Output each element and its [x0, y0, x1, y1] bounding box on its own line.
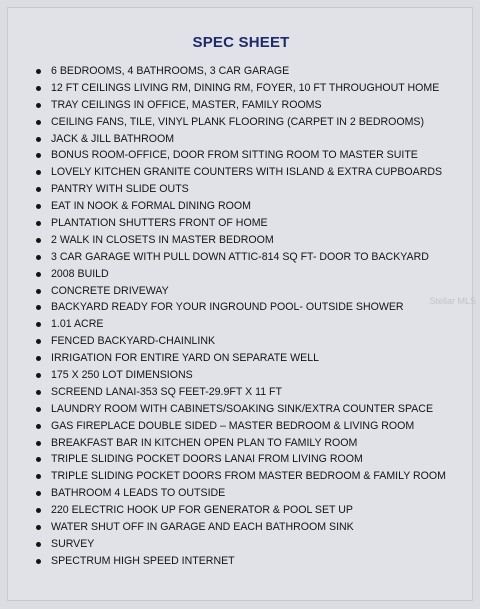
bullet-icon: [36, 305, 41, 310]
list-item-text: GAS FIREPLACE DOUBLE SIDED – MASTER BEDROOM & LIVING ROOM: [51, 419, 415, 432]
list-item: [36, 283, 446, 300]
bullet-icon: [36, 272, 41, 277]
bullet-icon: [36, 542, 41, 547]
list-item-text: 175 X 250 LOT DIMENSIONS: [51, 369, 193, 382]
bullet-icon: [36, 373, 41, 378]
list-item: [36, 114, 446, 131]
spec-list: [36, 63, 446, 570]
list-item: [36, 418, 446, 435]
bullet-icon: [36, 255, 41, 260]
list-item-text: CONCRETE DRIVEWAY: [51, 284, 169, 297]
list-item-text: SURVEY: [51, 537, 95, 550]
list-item: [36, 181, 446, 198]
page-title: SPEC SHEET: [192, 34, 290, 51]
list-item-text: LOVELY KITCHEN GRANITE COUNTERS WITH ISLAND & EXTRA CUPBOARDS: [51, 166, 443, 179]
bullet-icon: [36, 86, 41, 91]
bullet-icon: [36, 238, 41, 243]
spec-sheet: [7, 7, 473, 601]
bullet-icon: [36, 289, 41, 294]
list-item: [36, 164, 446, 181]
list-item: [36, 266, 446, 283]
bullet-icon: [36, 153, 41, 158]
list-item: [36, 232, 446, 249]
list-item: [36, 215, 446, 232]
bullet-icon: [36, 474, 41, 479]
list-item-text: JACK & JILL BATHROOM: [51, 132, 175, 145]
list-item: [36, 198, 446, 215]
list-item-text: 1.01 ACRE: [51, 318, 104, 331]
list-item: [36, 350, 446, 367]
list-item-text: IRRIGATION FOR ENTIRE YARD ON SEPARATE WELL: [51, 352, 320, 365]
list-item-text: WATER SHUT OFF IN GARAGE AND EACH BATHROOM SINK: [51, 521, 354, 534]
list-item-text: 12 FT CEILINGS LIVING RM, DINING RM, FOYER, 10 FT THROUGHOUT HOME: [51, 81, 440, 94]
bullet-icon: [36, 441, 41, 446]
list-item-text: TRIPLE SLIDING POCKET DOORS LANAI FROM LIVING ROOM: [51, 453, 363, 466]
list-item-text: BACKYARD READY FOR YOUR INGROUND POOL- OUTSIDE SHOWER: [51, 301, 404, 314]
bullet-icon: [36, 339, 41, 344]
bullet-icon: [36, 69, 41, 74]
list-item-text: PANTRY WITH SLIDE OUTS: [51, 183, 189, 196]
bullet-icon: [36, 322, 41, 327]
list-item: [36, 485, 446, 502]
list-item: [36, 97, 446, 114]
list-item-text: EAT IN NOOK & FORMAL DINING ROOM: [51, 200, 251, 213]
list-item: [36, 553, 446, 570]
bullet-icon: [36, 407, 41, 412]
list-item-text: 2 WALK IN CLOSETS IN MASTER BEDROOM: [51, 233, 274, 246]
list-item: [36, 316, 446, 333]
list-item-text: 6 BEDROOMS, 4 BATHROOMS, 3 CAR GARAGE: [51, 65, 290, 77]
list-item: [36, 401, 446, 418]
list-item-text: TRAY CEILINGS IN OFFICE, MASTER, FAMILY ROOMS: [51, 98, 322, 111]
list-item-text: BONUS ROOM-OFFICE, DOOR FROM SITTING ROOM TO MASTER SUITE: [51, 149, 418, 162]
list-item-text: BATHROOM 4 LEADS TO OUTSIDE: [51, 487, 226, 500]
list-item: [36, 147, 446, 164]
bullet-icon: [36, 457, 41, 462]
bullet-icon: [36, 187, 41, 192]
list-item: [36, 367, 446, 384]
watermark: Stellar MLS: [429, 296, 476, 306]
bullet-icon: [36, 508, 41, 513]
list-item-text: CEILING FANS, TILE, VINYL PLANK FLOORING (CARPET IN 2 BEDROOMS): [51, 115, 425, 128]
list-item: [36, 435, 446, 452]
bullet-icon: [36, 221, 41, 226]
list-item-text: FENCED BACKYARD-CHAINLINK: [51, 335, 216, 348]
list-item: [36, 468, 446, 485]
list-item: [36, 333, 446, 350]
list-item-text: LAUNDRY ROOM WITH CABINETS/SOAKING SINK/EXTRA COUNTER SPACE: [51, 402, 434, 415]
bullet-icon: [36, 120, 41, 125]
list-item: [36, 249, 446, 266]
list-item-text: BREAKFAST BAR IN KITCHEN OPEN PLAN TO FAMILY ROOM: [51, 436, 358, 449]
list-item: [36, 502, 446, 519]
list-item-text: 220 ELECTRIC HOOK UP FOR GENERATOR & POOL SET UP: [51, 504, 353, 517]
list-item: [36, 299, 446, 316]
list-item: [36, 451, 446, 468]
list-item: [36, 131, 446, 148]
bullet-icon: [36, 559, 41, 564]
list-item: [36, 63, 446, 80]
list-item: [36, 80, 446, 97]
list-item-text: 2008 BUILD: [51, 267, 109, 280]
bullet-icon: [36, 491, 41, 496]
bullet-icon: [36, 525, 41, 530]
bullet-icon: [36, 424, 41, 429]
bullet-icon: [36, 204, 41, 209]
bullet-icon: [36, 170, 41, 175]
bullet-icon: [36, 390, 41, 395]
list-item-text: TRIPLE SLIDING POCKET DOORS FROM MASTER BEDROOM & FAMILY ROOM: [51, 470, 446, 483]
list-item-text: PLANTATION SHUTTERS FRONT OF HOME: [51, 217, 268, 230]
bullet-icon: [36, 137, 41, 142]
list-item: [36, 536, 446, 553]
list-item: [36, 384, 446, 401]
list-item-text: 3 CAR GARAGE WITH PULL DOWN ATTIC-814 SQ FT- DOOR TO BACKYARD: [51, 250, 429, 263]
list-item: [36, 519, 446, 536]
list-item-text: SCREEND LANAI-353 SQ FEET-29.9FT X 11 FT: [51, 385, 282, 398]
bullet-icon: [36, 103, 41, 108]
bullet-icon: [36, 356, 41, 361]
list-item-text: SPECTRUM HIGH SPEED INTERNET: [51, 554, 235, 567]
